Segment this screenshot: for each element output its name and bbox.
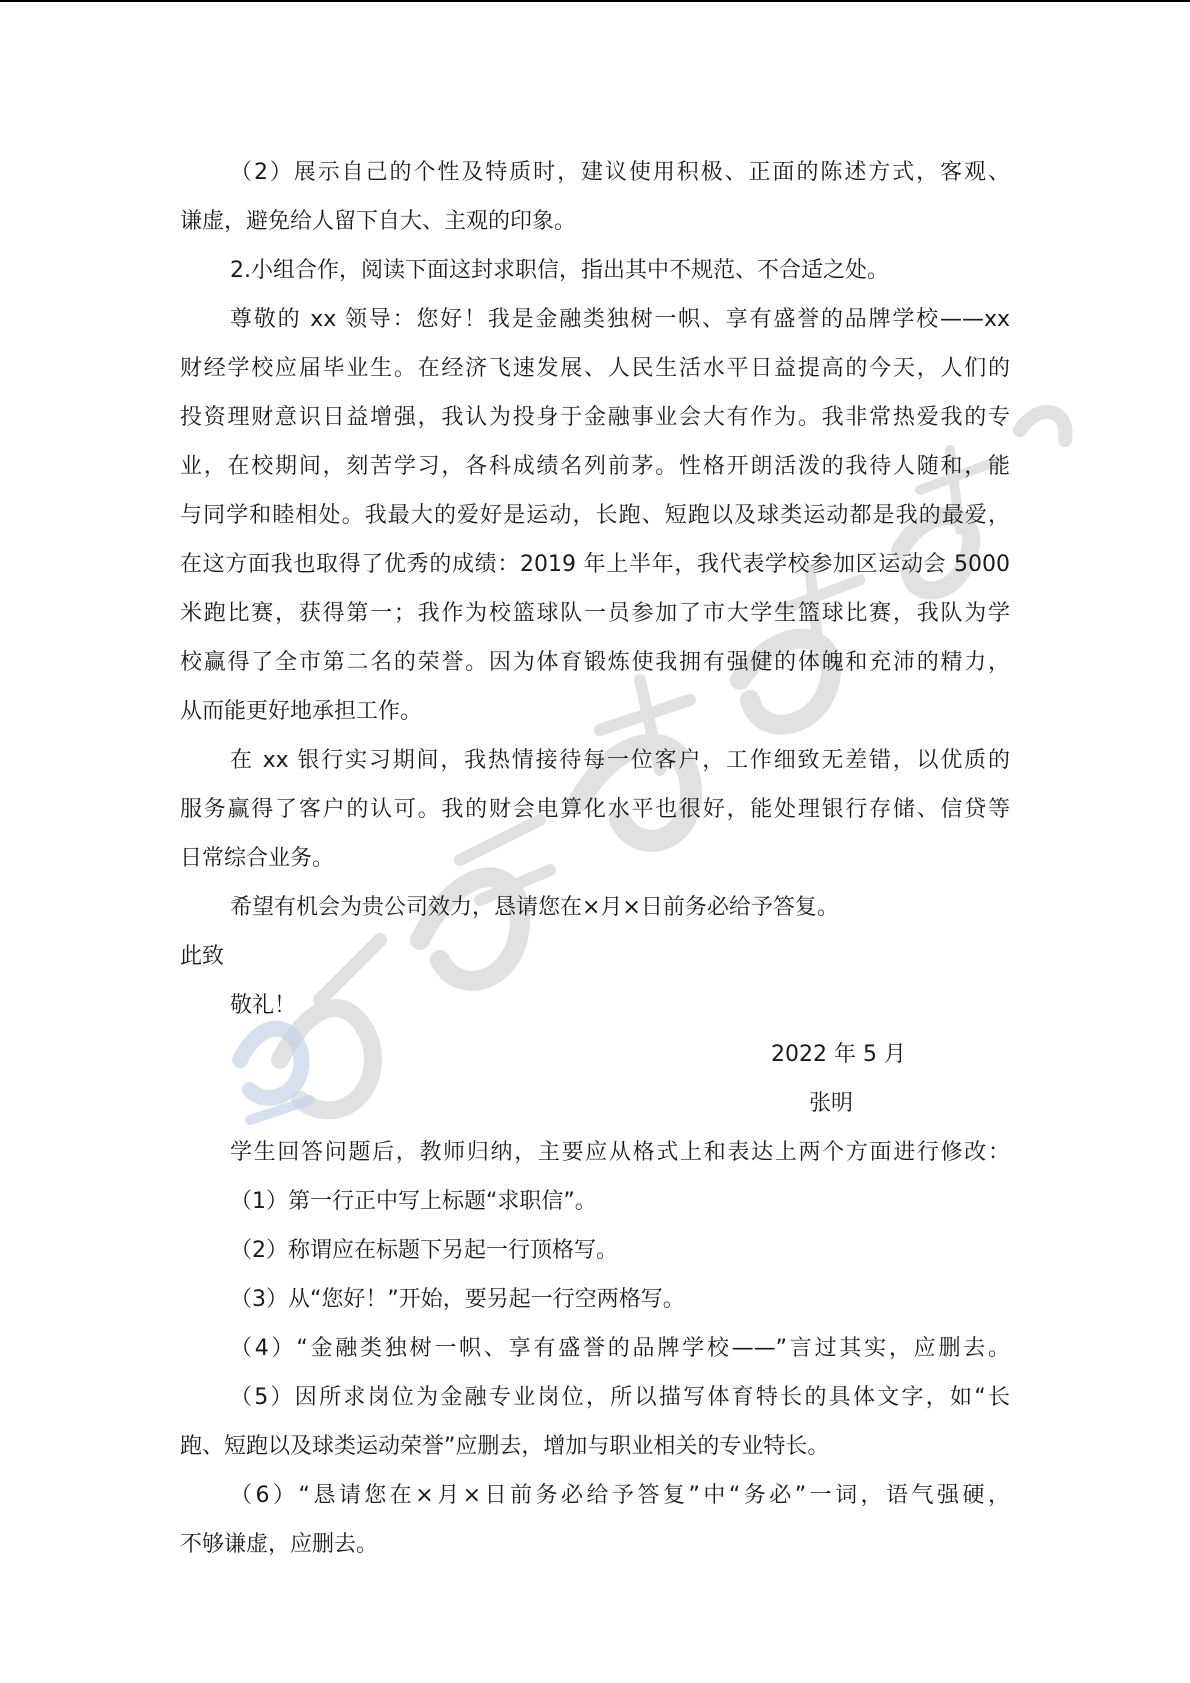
tip-point-2-line-2: 谦虚，避免给人留下自大、主观的印象。: [180, 209, 577, 234]
letter-closing-salutation: 此致: [180, 944, 225, 969]
letter-line: 与同学和睦相处。我最大的爱好是运动，长跑、短跑以及球类运动都是我的最爱，: [180, 503, 1010, 528]
letter-line: 业，在校期间，刻苦学习，各科成绩名列前茅。性格开朗活泼的我待人随和，能: [180, 454, 1010, 479]
summary-item-4: （4）“金融类独树一帜、享有盛誉的品牌学校——”言过其实，应删去。: [230, 1336, 1010, 1361]
letter-line: 在 xx 银行实习期间，我热情接待每一位客户，工作细致无差错，以优质的: [230, 748, 1010, 773]
letter-line: 日常综合业务。: [180, 846, 335, 871]
summary-item-5-line-1: （5）因所求岗位为金融专业岗位，所以描写体育特长的具体文字，如“长: [230, 1385, 1010, 1410]
letter-line: 在这方面我也取得了优秀的成绩：2019 年上半年，我代表学校参加区运动会 5000: [180, 552, 1010, 577]
exercise-title: 2.小组合作，阅读下面这封求职信，指出其中不规范、不合适之处。: [230, 258, 889, 283]
letter-line: 服务赢得了客户的认可。我的财会电算化水平也很好，能处理银行存储、信贷等: [180, 797, 1010, 822]
summary-item-2: （2）称谓应在标题下另起一行顶格写。: [230, 1238, 618, 1263]
summary-item-6-line-2: 不够谦虚，应删去。: [180, 1532, 379, 1557]
letter-line: 财经学校应届毕业生。在经济飞速发展、人民生活水平日益提高的今天，人们的: [180, 356, 1010, 381]
cover-letter-paragraph-3: 希望有机会为贵公司效力，恳请您在×月×日前务必给予答复。: [230, 895, 839, 920]
letter-line: 投资理财意识日益增强，我认为投身于金融事业会大有作为。我非常热爱我的专: [180, 405, 1010, 430]
letter-closing-regards: 敬礼！: [230, 993, 297, 1018]
letter-signature: 张明: [809, 1091, 854, 1116]
summary-item-5-line-2: 跑、短跑以及球类运动荣誉”应删去，增加与职业相关的专业特长。: [180, 1434, 830, 1459]
summary-intro: 学生回答问题后，教师归纳，主要应从格式上和表达上两个方面进行修改：: [230, 1140, 1010, 1165]
tip-point-2-line-1: （2）展示自己的个性及特质时，建议使用积极、正面的陈述方式，客观、: [230, 160, 1010, 185]
summary-item-6-line-1: （6）“恳请您在×月×日前务必给予答复”中“务必”一词，语气强硬，: [230, 1483, 1010, 1508]
letter-line: 校赢得了全市第二名的荣誉。因为体育锻炼使我拥有强健的体魄和充沛的精力，: [180, 650, 1010, 675]
top-border-line: [0, 0, 1190, 2]
letter-line: 尊敬的 xx 领导：您好！我是金融类独树一帜、享有盛誉的品牌学校——xx: [230, 307, 1010, 332]
document-page: [180, 148, 1010, 1569]
cover-letter-paragraph-2: [180, 736, 1010, 883]
letter-line: 米跑比赛，获得第一；我作为校篮球队一员参加了市大学生篮球比赛，我队为学: [180, 601, 1010, 626]
summary-item-3: （3）从“您好！”开始，要另起一行空两格写。: [230, 1287, 685, 1312]
cover-letter-paragraph-1: [180, 295, 1010, 736]
letter-date: 2022 年 5 月: [771, 1042, 906, 1067]
summary-item-1: （1）第一行正中写上标题“求职信”。: [230, 1189, 597, 1214]
letter-line: 从而能更好地承担工作。: [180, 699, 423, 724]
